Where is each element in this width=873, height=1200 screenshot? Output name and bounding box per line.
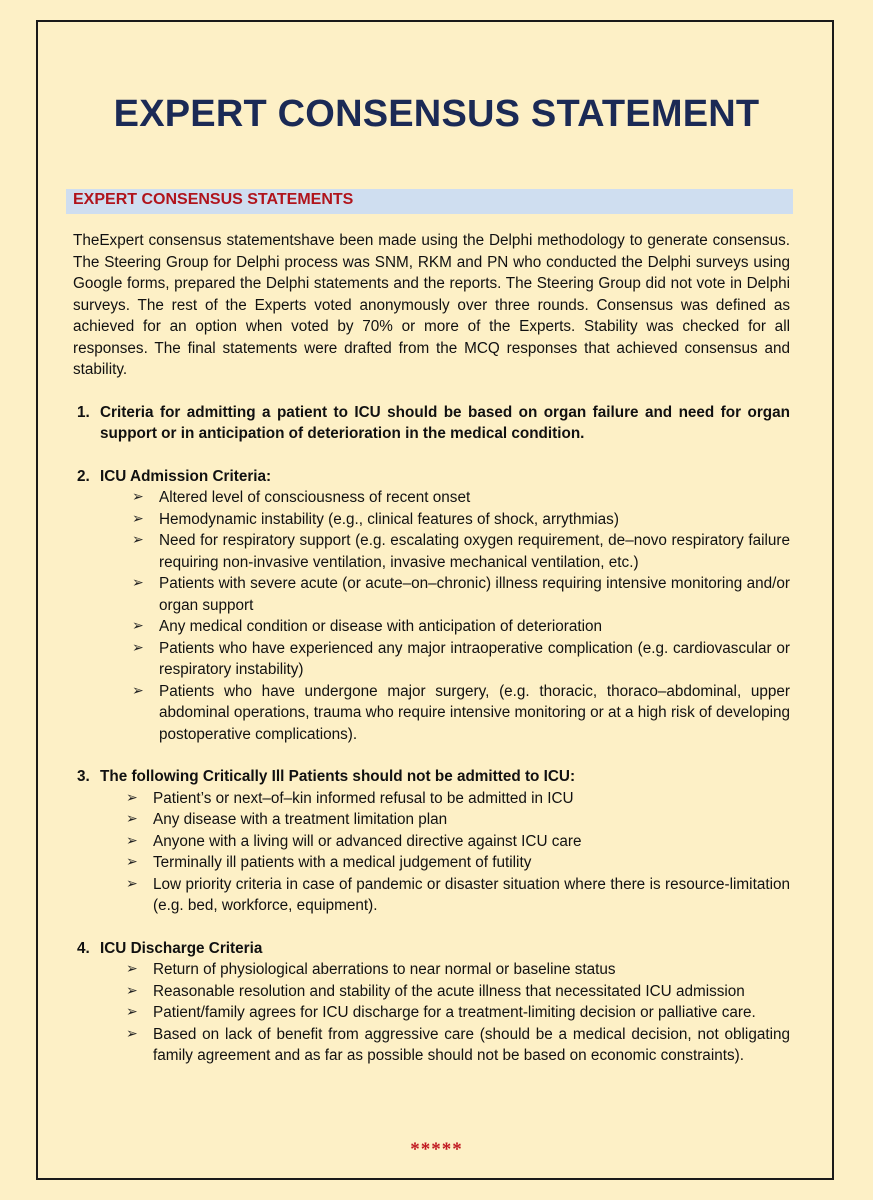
statement-1 (73, 402, 790, 445)
page-title: EXPERT CONSENSUS STATEMENT (113, 93, 760, 135)
statement-number: 1. (77, 403, 90, 421)
statement-4 (73, 938, 790, 960)
arrow-bullet-icon: ➢ (126, 961, 138, 977)
list-item: ➢ Any disease with a treatment limitation plan (126, 809, 790, 831)
admission-criteria-list (73, 487, 790, 745)
list-item: ➢ Hemodynamic instability (e.g., clinical features of shock, arrythmias) (132, 509, 790, 531)
list-item: ➢ Based on lack of benefit from aggressive care (should be a medical decision, not obligating family agreement and as far as possible should not be based on economic constraints). (126, 1025, 790, 1064)
intro-paragraph: TheExpert consensus statementshave been made using the Delphi methodology to generate consensus. The Steering Group for Delphi process was SNM, RKM and PN who conducted the Delphi surveys using Google forms, prepared the Delphi statements and the reports. The Steering Group did not vote in Delphi surveys. The rest of the Experts voted anonymously over three rounds. Consensus was defined as achieved for an option when voted by 70% or more of the Experts. Stability was checked for all responses. The final statements were drafted from the MCQ responses that achieved consensus and stability. (73, 232, 790, 378)
arrow-bullet-icon: ➢ (126, 789, 138, 806)
list-item: ➢ Reasonable resolution and stability of the acute illness that necessitated ICU admission (126, 981, 790, 1003)
list-item: ➢ Terminally ill patients with a medical judgement of futility (126, 852, 790, 874)
list-item: ➢ Patient/family agrees for ICU discharge for a treatment-limiting decision or palliative care. (126, 1002, 790, 1024)
section-heading: EXPERT CONSENSUS STATEMENTS (66, 189, 793, 214)
arrow-bullet-icon: ➢ (132, 532, 144, 548)
arrow-bullet-icon: ➢ (126, 811, 138, 827)
arrow-bullet-icon: ➢ (126, 854, 138, 870)
arrow-bullet-icon: ➢ (132, 489, 144, 505)
arrow-bullet-icon: ➢ (126, 982, 138, 999)
arrow-bullet-icon: ➢ (126, 1025, 138, 1042)
list-item: ➢ Anyone with a living will or advanced directive against ICU care (126, 831, 790, 853)
list-item: ➢ Patients with severe acute (or acute–on–chronic) illness requiring intensive monitoring and/or organ support (132, 575, 790, 614)
statement-number: 3. (77, 768, 90, 785)
statement-text: Criteria for admitting a patient to ICU should be based on organ failure and need for organ support or in anticipation of deterioration in the medical condition. (100, 403, 790, 442)
discharge-criteria-list (73, 959, 790, 1067)
statement-3 (73, 766, 790, 788)
statement-heading: The following Critically Ill Patients should not be admitted to ICU: (100, 768, 576, 785)
list-item: ➢ Patient’s or next–of–kin informed refusal to be admitted in ICU (126, 788, 790, 810)
list-item: ➢ Patients who have undergone major surgery, (e.g. thoracic, thoraco–abdominal, upper abdominal operations, trauma who require intensive monitoring or at a high risk of developing postoperative complications). (132, 682, 790, 743)
list-item: ➢ Low priority criteria in case of pandemic or disaster situation where there is resource-limitation (e.g. bed, workforce, equipment). (126, 875, 790, 914)
document-body (73, 230, 790, 1067)
statement-2 (73, 466, 790, 488)
end-mark: ***** (410, 1139, 463, 1160)
arrow-bullet-icon: ➢ (126, 875, 138, 892)
arrow-bullet-icon: ➢ (132, 639, 144, 656)
list-item: ➢ Patients who have experienced any major intraoperative complication (e.g. cardiovascular or respiratory instability) (132, 639, 790, 678)
exclusion-criteria-list (73, 788, 790, 917)
statement-number: 4. (77, 939, 90, 957)
list-item: ➢ Need for respiratory support (e.g. escalating oxygen requirement, de–novo respiratory failure requiring non-invasive ventilation, invasive mechanical ventilation, etc.) (132, 532, 790, 571)
arrow-bullet-icon: ➢ (132, 682, 144, 699)
statement-heading: ICU Discharge Criteria (100, 939, 263, 957)
statement-number: 2. (77, 467, 90, 485)
arrow-bullet-icon: ➢ (126, 832, 138, 849)
list-item: ➢ Altered level of consciousness of recent onset (132, 487, 790, 509)
arrow-bullet-icon: ➢ (126, 1004, 138, 1020)
statement-heading: ICU Admission Criteria: (100, 467, 272, 485)
arrow-bullet-icon: ➢ (132, 510, 144, 527)
list-item: ➢ Return of physiological aberrations to near normal or baseline status (126, 959, 790, 981)
arrow-bullet-icon: ➢ (132, 575, 144, 591)
arrow-bullet-icon: ➢ (132, 618, 144, 634)
list-item: ➢ Any medical condition or disease with anticipation of deterioration (132, 616, 790, 638)
